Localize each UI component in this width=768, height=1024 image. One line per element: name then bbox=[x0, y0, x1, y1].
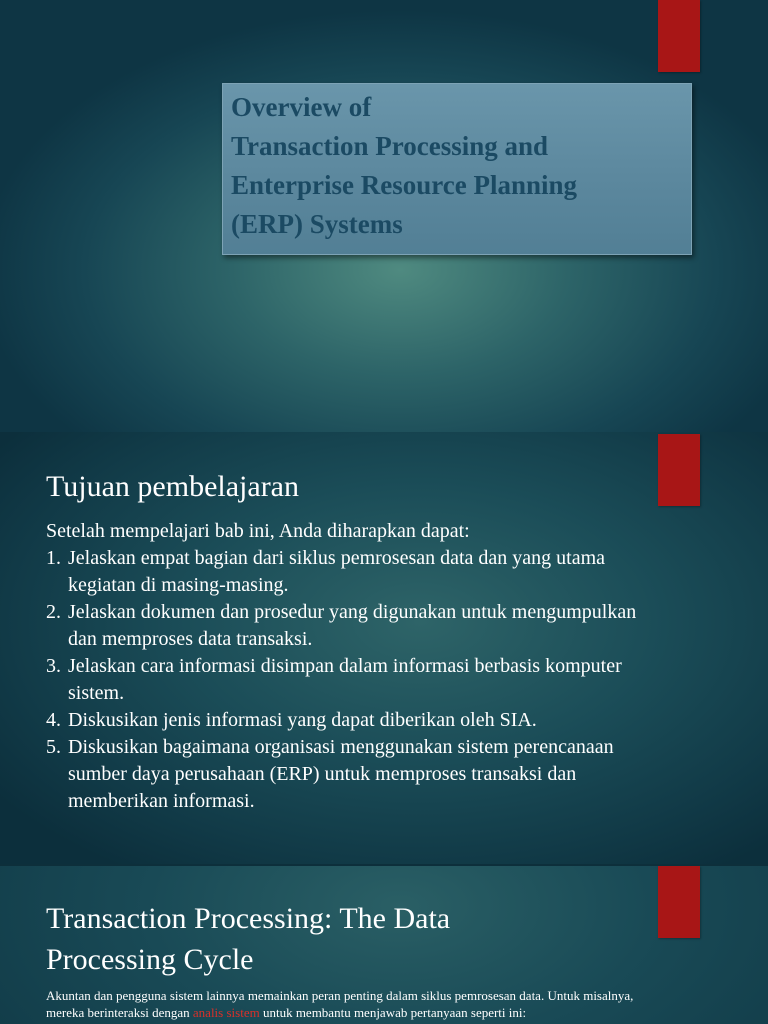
paragraph-line: Akuntan dan pengguna sistem lainnya memainkan peran penting dalam siklus pemrosesan data. Untuk misalnya, bbox=[46, 988, 634, 1003]
slide-heading: Transaction Processing: The Data bbox=[46, 902, 451, 935]
item-line: Jelaskan cara informasi disimpan dalam informasi berbasis komputer bbox=[68, 655, 622, 677]
item-line: Jelaskan dokumen dan prosedur yang digunakan untuk mengumpulkan bbox=[68, 601, 637, 623]
title-line: Enterprise Resource Planning bbox=[231, 170, 577, 200]
item-number: 2. bbox=[46, 601, 61, 623]
item-line: memberikan informasi. bbox=[68, 790, 255, 812]
red-accent-tab bbox=[658, 434, 700, 506]
paragraph-line bbox=[46, 1004, 526, 1021]
title-box bbox=[222, 83, 692, 255]
title-line: (ERP) Systems bbox=[231, 209, 403, 239]
paragraph-text: untuk membantu menjawab pertanyaan seperti ini: bbox=[259, 1005, 527, 1020]
slide-heading: Tujuan pembelajaran bbox=[46, 470, 299, 503]
paragraph-text: mereka berinteraksi dengan bbox=[46, 1005, 193, 1020]
item-line: Diskusikan jenis informasi yang dapat diberikan oleh SIA. bbox=[68, 709, 537, 731]
item-line: Jelaskan empat bagian dari siklus pemrosesan data dan yang utama bbox=[68, 547, 606, 569]
item-line: Diskusikan bagaimana organisasi menggunakan sistem perencanaan bbox=[68, 736, 614, 758]
red-accent-tab bbox=[658, 866, 700, 938]
title-line: Transaction Processing and bbox=[231, 131, 549, 161]
slide-learning-objectives bbox=[0, 432, 768, 864]
slide-title bbox=[0, 0, 768, 432]
analis-sistem-link[interactable]: analis sistem bbox=[192, 1005, 260, 1020]
title-line: Overview of bbox=[231, 92, 372, 122]
item-line: kegiatan di masing-masing. bbox=[68, 574, 289, 596]
slide-heading: Processing Cycle bbox=[46, 943, 254, 976]
item-number: 4. bbox=[46, 709, 61, 731]
item-number: 5. bbox=[46, 736, 61, 758]
item-line: dan memproses data transaksi. bbox=[68, 628, 313, 650]
item-number: 1. bbox=[46, 547, 61, 569]
slide-data-processing-cycle bbox=[0, 866, 768, 1024]
item-line: sumber daya perusahaan (ERP) untuk memproses transaksi dan bbox=[68, 763, 577, 785]
item-number: 3. bbox=[46, 655, 61, 677]
item-line: sistem. bbox=[68, 682, 125, 704]
red-accent-tab bbox=[658, 0, 700, 72]
intro-text: Setelah mempelajari bab ini, Anda diharapkan dapat: bbox=[46, 520, 470, 542]
